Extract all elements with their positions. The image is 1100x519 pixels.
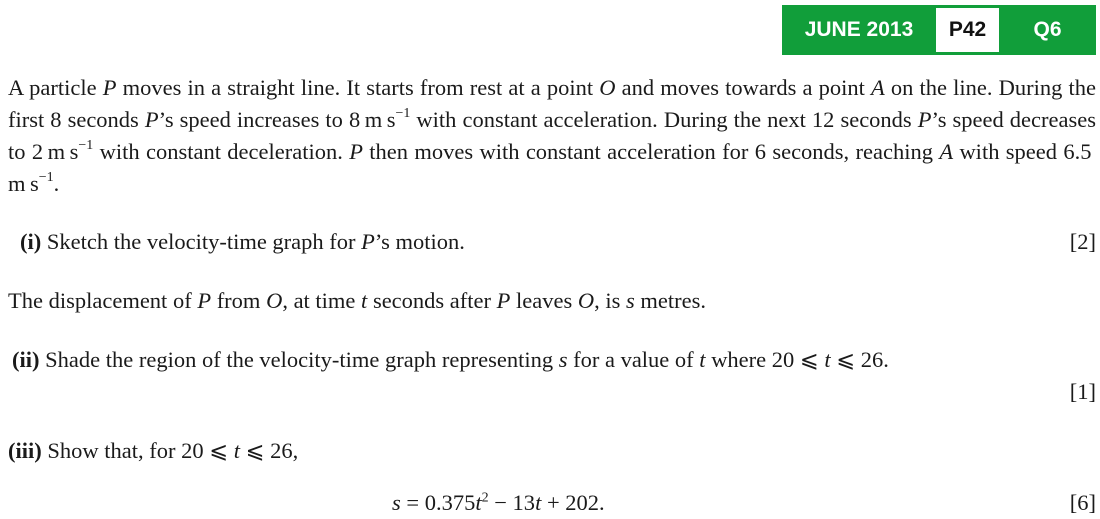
paper-number: P42: [936, 8, 999, 52]
part-i-marks: [2]: [1069, 229, 1096, 254]
exam-date: JUNE 2013: [804, 18, 914, 41]
part-ii-marks: [1]: [1069, 379, 1096, 404]
part-iii-marks: [6]: [1069, 490, 1096, 515]
part-i-text: (i) Sketch the velocity-time graph for P’s motion.: [20, 229, 465, 254]
exam-badge: [782, 5, 1096, 55]
part-ii-text: (ii) Shade the region of the velocity-time graph representing s for a value of t where 20 ⩽ t ⩽ 26.: [12, 347, 889, 372]
displacement-equation: $s = 0.375t^2 - 13t + 202$.: [392, 490, 605, 515]
displacement-statement: The displacement of P from O, at time t seconds after P leaves O, is s metres.: [8, 288, 706, 313]
question-intro: A particle P moves in a straight line. It starts from rest at a point O and moves towards a point A on the line. During the first 8 seconds P’s speed increases to 8 m $s^{-1}$ with constant acceleration. During the next 12 seconds P’s speed decreases to 2 m $s^{-1}$ with constant deceleration. P then moves with constant acceleration for 6 seconds, reaching A with speed 6.5 m $s^{-1}$.: [8, 75, 1096, 196]
question-number: Q6: [1033, 18, 1062, 41]
part-iii-text: (iii) Show that, for 20 ⩽ t ⩽ 26,: [8, 438, 299, 463]
